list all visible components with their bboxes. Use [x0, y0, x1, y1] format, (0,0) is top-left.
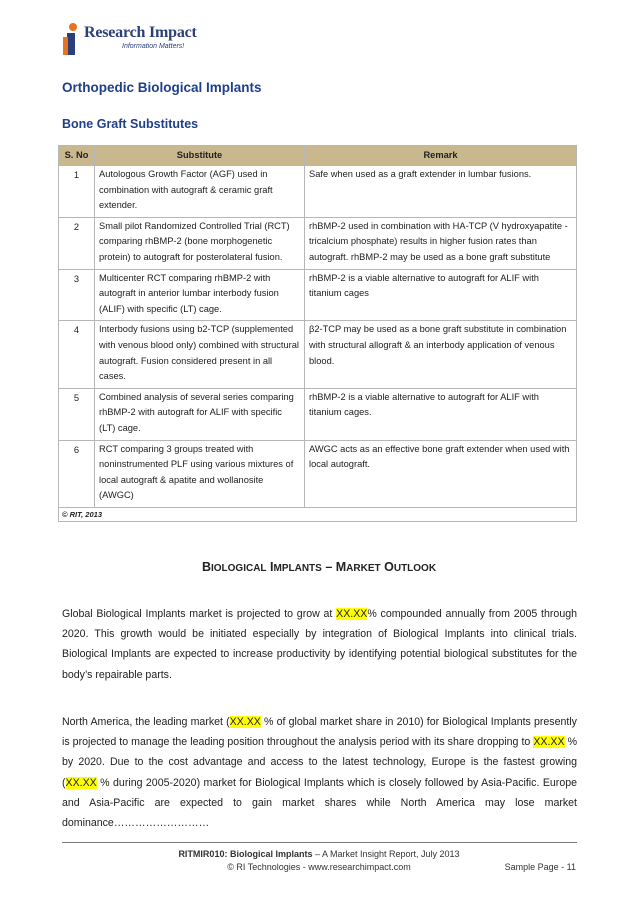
cell-remark: Safe when used as a graft extender in lumbar fusions. [305, 166, 577, 218]
table-row [59, 440, 577, 507]
table-row [59, 217, 577, 269]
highlighted-value: XX.XX [229, 716, 261, 728]
paragraph-regional-share: North America, the leading market (XX.XX % of global market share in 2010) for Biological Implants presently is projected to manage the leading position throughout the analysis period with its share dropping to XX.XX % by 2020. Due to the cost advantage and access to the latest technology, Europe is the fastest growing (XX.XX % during 2005-2020) market for Biological Implants which is closely followed by Asia-Pacific. Europe and Asia-Pacific are expected to gain market shares while North America may lose market dominance……………………… [62, 716, 577, 830]
section-title: Bone Graft Substitutes [62, 117, 199, 131]
cell-sno: 1 [59, 166, 95, 218]
paragraph-market-growth: Global Biological Implants market is projected to grow at XX.XX% compounded annually from 2005 through 2020. This growth would be initiated especially by integration of Biological Implants into clinical trials. Biological Implants are expected to increase productivity by identifying potential biological substitutes for the body’s repairable parts. [62, 608, 577, 681]
header-substitute: Substitute [95, 146, 305, 166]
logo-name: Research Impact [84, 24, 197, 41]
cell-substitute: Interbody fusions using b2-TCP (supplemented with venous blood only) combined with structural autograft. Fusion considered present in all cases. [95, 321, 305, 388]
header-remark: Remark [305, 146, 577, 166]
header-sno: S. No [59, 146, 95, 166]
footer-report-title: RITMIR010: Biological Implants – A Market Insight Report, July 2013 [178, 849, 460, 859]
footer-divider [62, 842, 577, 843]
highlighted-value: XX.XX [65, 776, 97, 789]
cell-sno: 6 [59, 440, 95, 507]
research-impact-logo [62, 22, 222, 58]
cell-sno: 4 [59, 321, 95, 388]
bone-graft-substitutes-table [58, 145, 577, 522]
cell-remark: rhBMP-2 used in combination with HA-TCP (V hydroxyapatite - tricalcium phosphate) results in higher fusion rates than autograft. rhBMP-2 may be used as a bone graft substitute [305, 217, 577, 269]
cell-sno: 3 [59, 269, 95, 321]
document-title: Orthopedic Biological Implants [62, 80, 262, 95]
table-footnote-row [59, 507, 577, 521]
table-header-row [59, 146, 577, 166]
table-row [59, 388, 577, 440]
table-row [59, 269, 577, 321]
cell-remark: AWGC acts as an effective bone graft extender when used with local autograft. [305, 440, 577, 507]
logo-mark-icon [62, 22, 82, 56]
footer-page-number: Sample Page - 11 [504, 862, 576, 872]
cell-remark: β2-TCP may be used as a bone graft substitute in combination with structural allograft & an interbody application of venous blood. [305, 321, 577, 388]
footer-copyright: © RI Technologies - www.researchimpact.com [227, 862, 411, 872]
table-footnote: © RIT, 2013 [59, 507, 577, 521]
cell-substitute: Multicenter RCT comparing rhBMP-2 with autograft in anterior lumbar interbody fusion (ALIF) with specific (LT) cage. [95, 269, 305, 321]
cell-substitute: Combined analysis of several series comparing rhBMP-2 with autograft for ALIF with specific (LT) cage. [95, 388, 305, 440]
table-row [59, 166, 577, 218]
market-outlook-heading: BIOLOGICAL IMPLANTS – MARKET OUTLOOK [201, 560, 437, 574]
cell-substitute: RCT comparing 3 groups treated with noninstrumented PLF using various mixtures of local autograft & apatite and wollanosite (AWGC) [95, 440, 305, 507]
cell-sno: 5 [59, 388, 95, 440]
table-row [59, 321, 577, 388]
highlighted-value: XX.XX [336, 608, 368, 620]
logo-tagline: Information Matters! [122, 43, 185, 50]
cell-substitute: Small pilot Randomized Controlled Trial (RCT) comparing rhBMP-2 (bone morphogenetic protein) to autograft for posterolateral fusion. [95, 217, 305, 269]
cell-remark: rhBMP-2 is a viable alternative to autograft for ALIF with titanium cages [305, 269, 577, 321]
highlighted-value: XX.XX [533, 736, 565, 749]
cell-remark: rhBMP-2 is a viable alternative to autograft for ALIF with titanium cages. [305, 388, 577, 440]
cell-sno: 2 [59, 217, 95, 269]
cell-substitute: Autologous Growth Factor (AGF) used in combination with autograft & ceramic graft extender. [95, 166, 305, 218]
